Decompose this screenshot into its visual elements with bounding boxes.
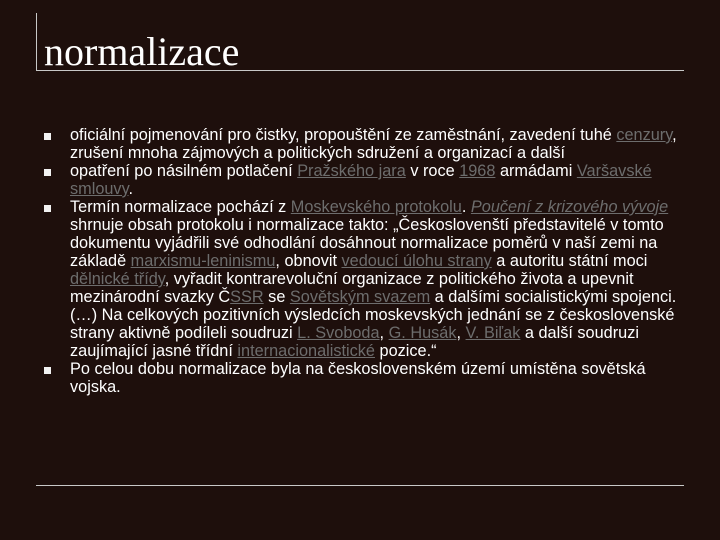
hyperlink[interactable]: cenzury xyxy=(616,126,673,144)
square-bullet-icon xyxy=(44,367,51,374)
hyperlink[interactable]: Poučení z krizového vývoje xyxy=(470,198,669,216)
bullet-text: a dalšími socialistickými spojenci. (…) Na celkových pozitivních výsledcích moskevských jednání se z československé strany aktivně podíleli soudruzi xyxy=(70,288,677,342)
hyperlink[interactable]: Varšavské smlouvy xyxy=(70,162,652,198)
bullet-text: , xyxy=(456,324,466,342)
hyperlink[interactable]: V. Biľak xyxy=(465,324,521,342)
bullet-text: , vyřadit kontrarevoluční organizace z politického života a upevnit mezinárodní svazky Č xyxy=(70,270,634,306)
bullet-text: oficiální pojmenování pro čistky, propouštění ze zaměstnání, zavedení tuhé xyxy=(70,126,617,144)
bullet-text: , zrušení mnoha zájmových a politických sdružení a organizací a další xyxy=(70,126,677,162)
hyperlink[interactable]: dělnické třídy xyxy=(70,270,165,288)
title-frame-vertical-line xyxy=(36,13,37,71)
bullet-text: se xyxy=(263,288,290,306)
hyperlink[interactable]: SSR xyxy=(230,288,264,306)
bullet-text: v roce xyxy=(405,162,460,180)
slide-title: normalizace xyxy=(44,29,240,74)
hyperlink[interactable]: G. Husák xyxy=(388,324,457,342)
hyperlink[interactable]: Sovětským svazem xyxy=(289,288,431,306)
bullet-text: Po celou dobu normalizace byla na československém území umístěna sovětská vojska. xyxy=(70,360,646,396)
hyperlink[interactable]: Pražského jara xyxy=(297,162,406,180)
bullet-item xyxy=(40,198,680,360)
bullet-text: pozice.“ xyxy=(374,342,437,360)
bullet-item xyxy=(40,162,680,198)
bullet-text: . xyxy=(461,198,471,216)
bullet-text: a další soudruzi zaujímající jasné třídní xyxy=(70,324,639,360)
bullet-item xyxy=(40,360,680,396)
bullet-text: . xyxy=(128,180,134,198)
bullet-text: shrnuje obsah protokolu i normalizace takto: „Českoslovenští představitelé v tomto dokumentu vyjádřili své odhodlání dosáhnout normalizace poměrů v naší zemi na základě xyxy=(70,216,664,270)
square-bullet-icon xyxy=(44,205,51,212)
bullet-text: Termín normalizace pochází z xyxy=(70,198,291,216)
bullet-text: , xyxy=(379,324,389,342)
bullet-text: opatření po násilném potlačení xyxy=(70,162,298,180)
bottom-divider xyxy=(36,485,684,486)
hyperlink[interactable]: internacionalistické xyxy=(237,342,375,360)
bullet-text: a autoritu státní moci xyxy=(491,252,648,270)
square-bullet-icon xyxy=(44,133,51,140)
bullet-text: armádami xyxy=(495,162,577,180)
hyperlink[interactable]: marxismu-leninismu xyxy=(130,252,276,270)
bullet-list xyxy=(40,126,680,396)
bullet-text: , obnovit xyxy=(275,252,342,270)
square-bullet-icon xyxy=(44,169,51,176)
hyperlink[interactable]: Moskevského protokolu xyxy=(290,198,462,216)
hyperlink[interactable]: vedoucí úlohu strany xyxy=(341,252,492,270)
hyperlink[interactable]: 1968 xyxy=(459,162,496,180)
hyperlink[interactable]: L. Svoboda xyxy=(297,324,380,342)
bullet-item xyxy=(40,126,680,162)
